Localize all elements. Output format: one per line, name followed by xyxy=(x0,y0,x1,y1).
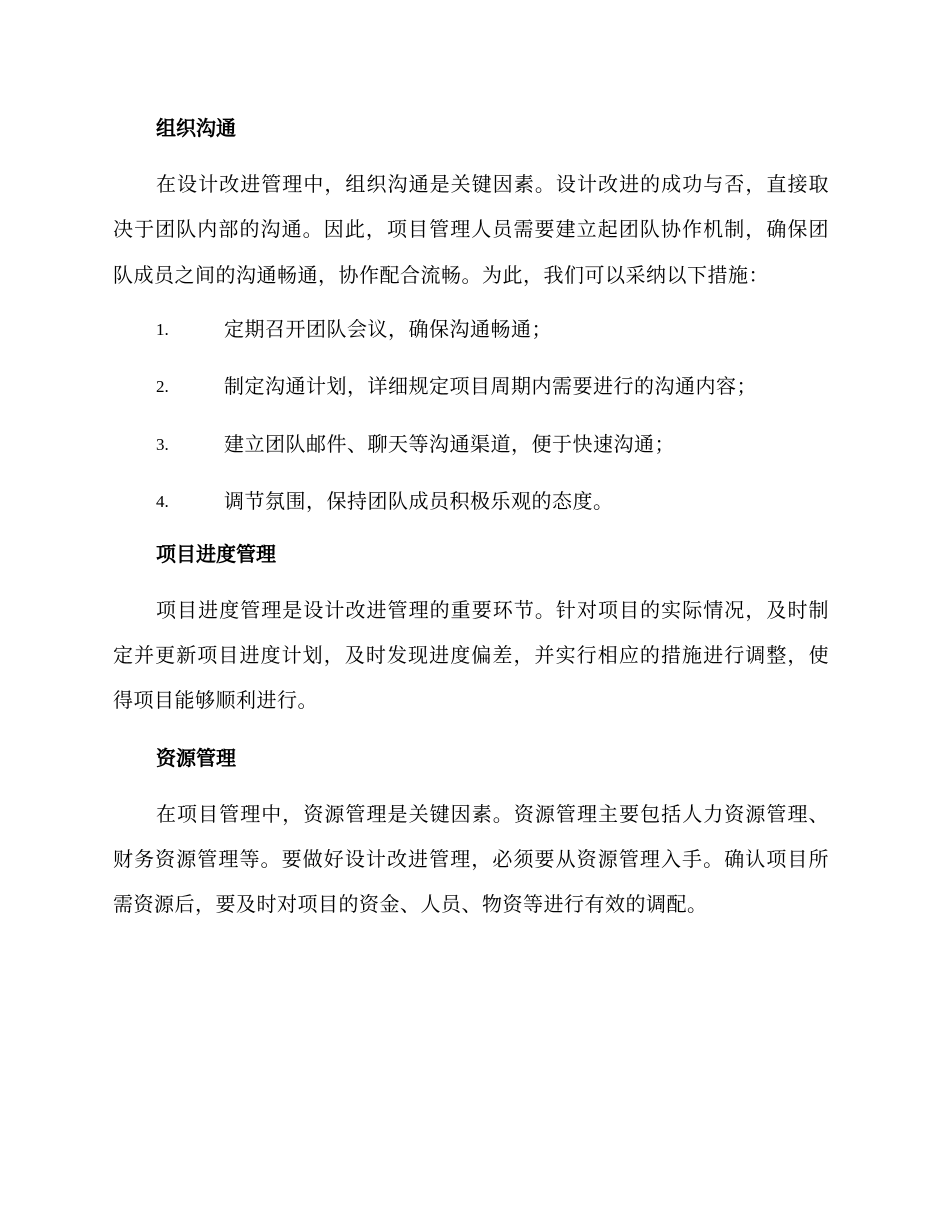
list-item-number: 4. xyxy=(156,492,169,512)
section-paragraph: 在设计改进管理中，组织沟通是关键因素。设计改进的成功与否，直接取决于团队内部的沟通。因此，项目管理人员需要建立起团队协作机制，确保团队成员之间的沟通畅通，协作配合流畅。为此，我们可以采纳以下措施： xyxy=(113,172,829,287)
list-item xyxy=(113,473,829,531)
section-resource-management xyxy=(113,735,829,928)
section-paragraph: 项目进度管理是设计改进管理的重要环节。针对项目的实际情况，及时制定并更新项目进度计划，及时发现进度偏差，并实行相应的措施进行调整，使得项目能够顺利进行。 xyxy=(113,597,829,713)
list-item-number: 1. xyxy=(156,319,169,339)
section-schedule-management xyxy=(113,531,829,724)
section-heading: 资源管理 xyxy=(156,745,236,770)
list-item xyxy=(113,301,829,359)
list-item-text: 建立团队邮件、聊天等沟通渠道，便于快速沟通； xyxy=(224,431,675,456)
list-item xyxy=(113,416,829,474)
list-item-text: 调节氛围，保持团队成员积极乐观的态度。 xyxy=(224,489,614,514)
measures-list xyxy=(113,301,829,531)
list-item-text: 定期召开团队会议，确保沟通畅通； xyxy=(224,316,552,341)
list-item-number: 3. xyxy=(156,434,169,454)
section-paragraph: 在项目管理中，资源管理是关键因素。资源管理主要包括人力资源管理、财务资源管理等。要做好设计改进管理，必须要从资源管理入手。确认项目所需资源后，要及时对项目的资金、人员、物资等进行有效的调配。 xyxy=(113,801,829,917)
document-body xyxy=(113,105,829,928)
list-item xyxy=(113,358,829,416)
list-item-number: 2. xyxy=(156,377,169,397)
section-heading: 组织沟通 xyxy=(156,116,236,140)
list-item-text: 制定沟通计划，详细规定项目周期内需要进行的沟通内容； xyxy=(224,374,757,399)
section-heading: 项目进度管理 xyxy=(156,541,276,566)
section-organizational-communication xyxy=(113,105,829,531)
